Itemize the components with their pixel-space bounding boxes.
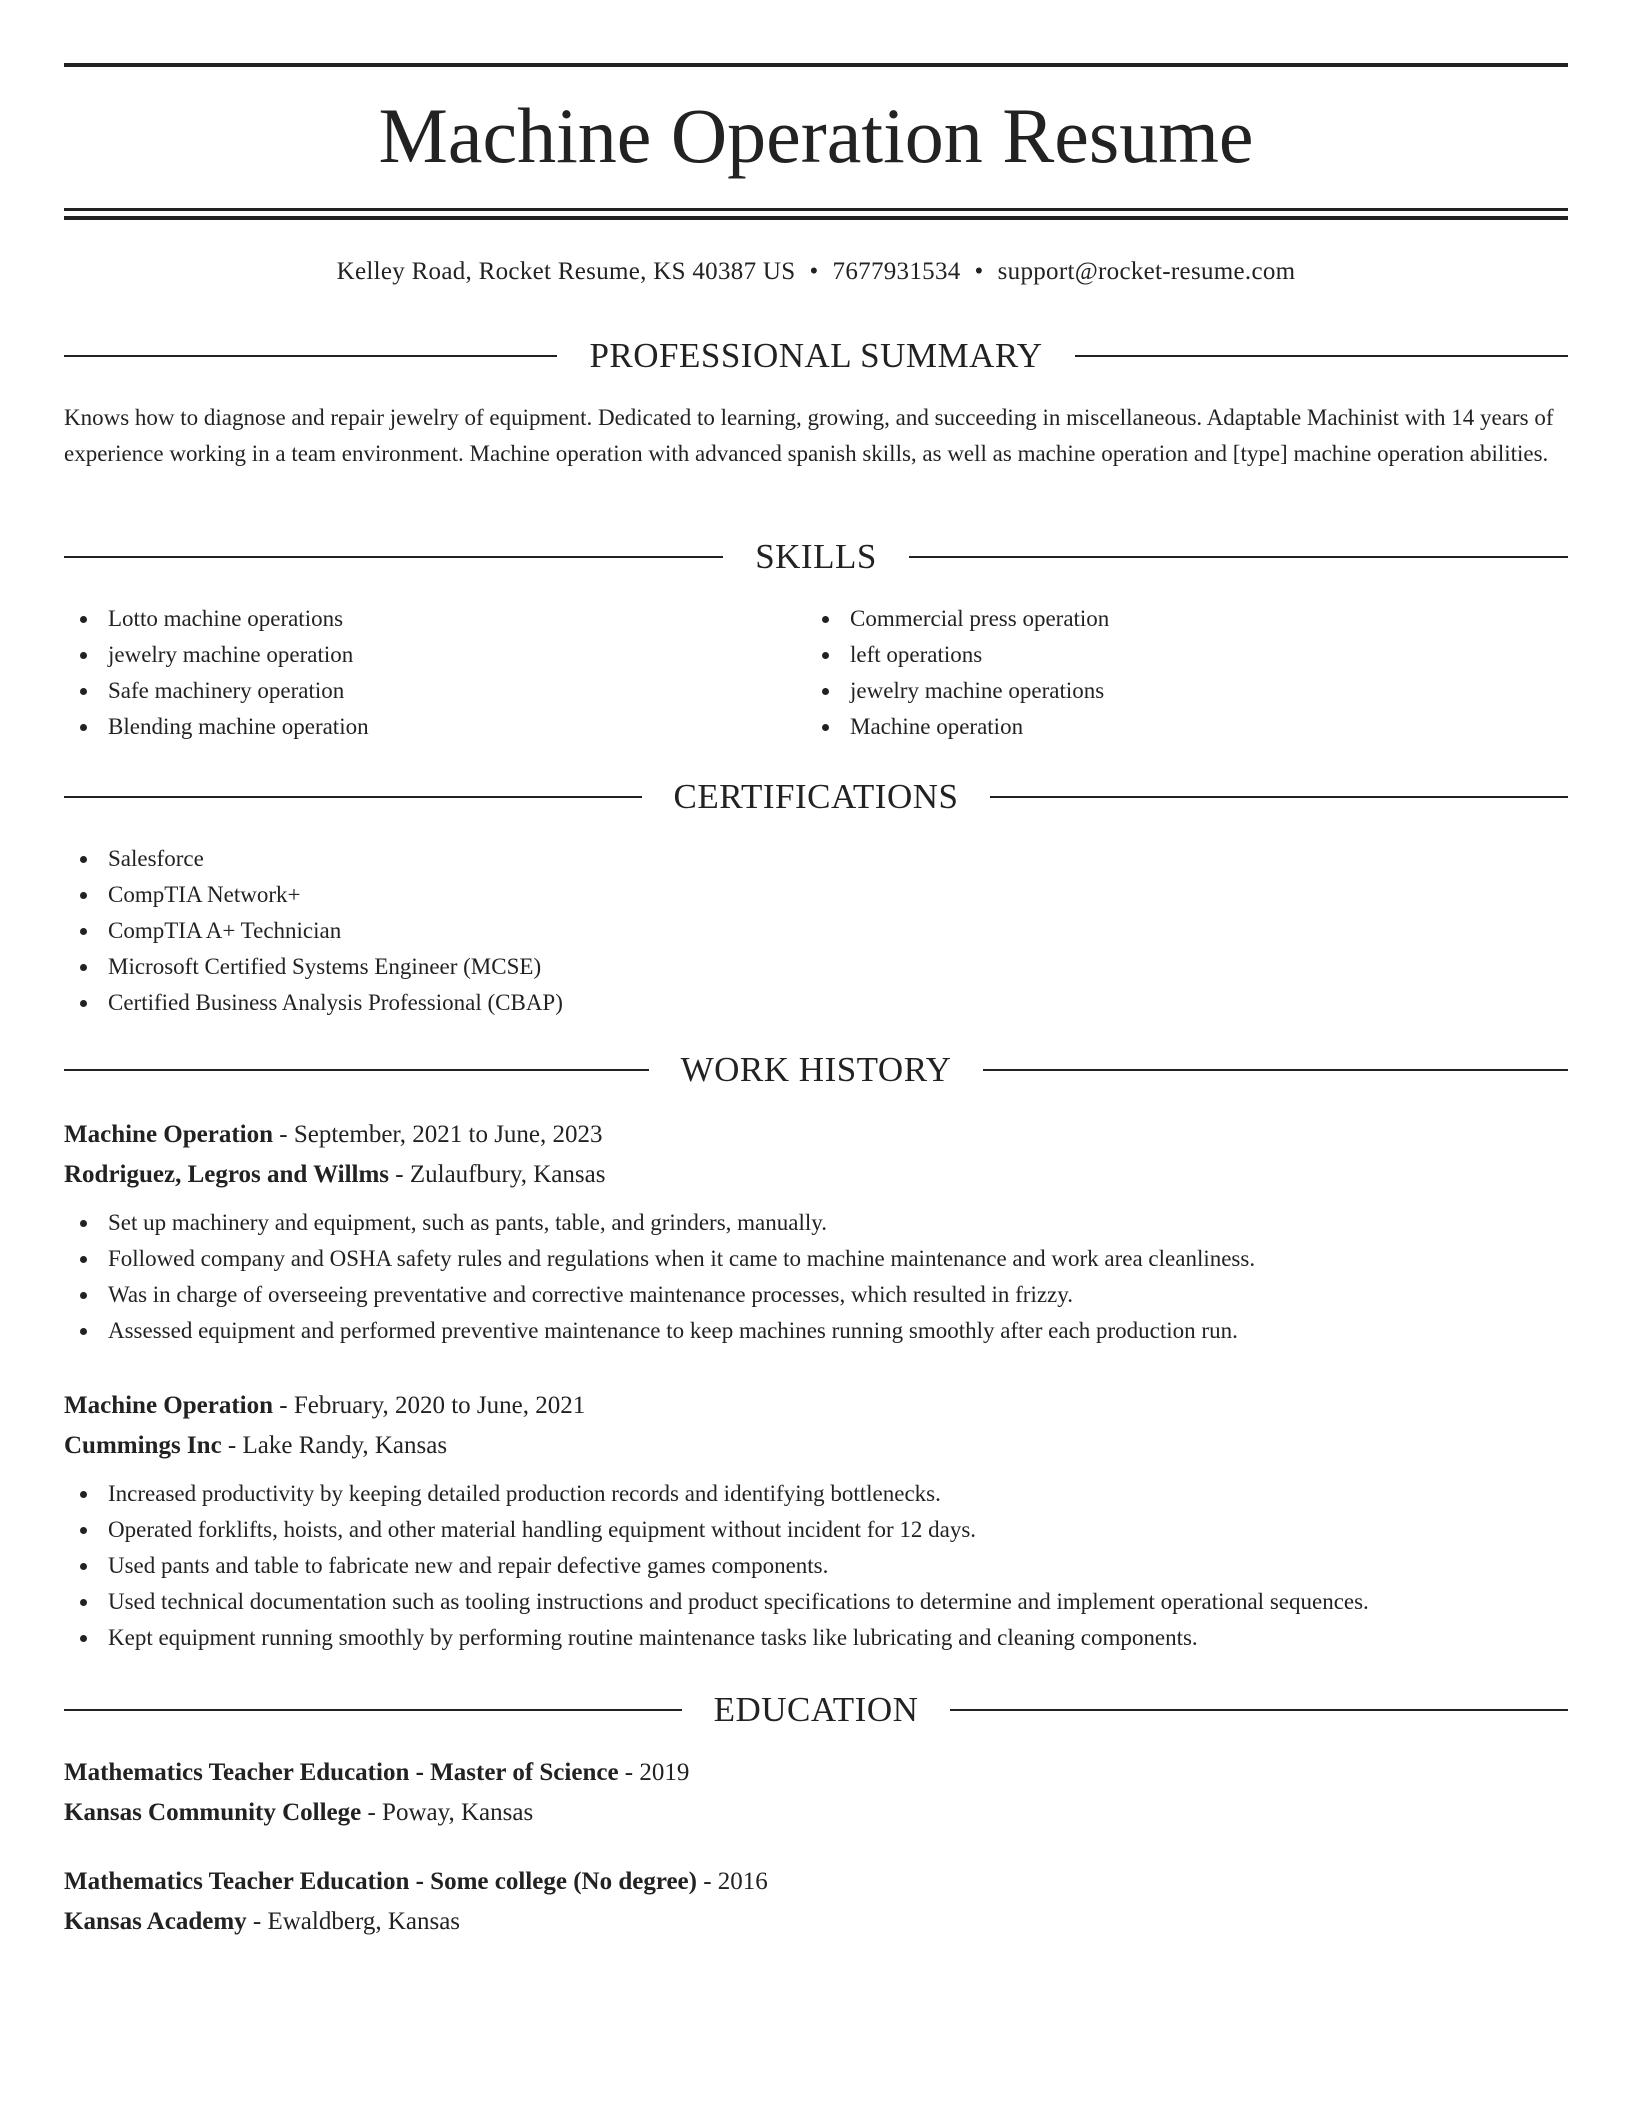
skill-item: Commercial press operation <box>806 601 1506 637</box>
heading-rule-right <box>990 796 1568 798</box>
contact-separator: • <box>974 258 984 285</box>
job-dates: - February, 2020 to June, 2021 <box>273 1392 586 1419</box>
job-duty: Operated forklifts, hoists, and other material handling equipment without incident for 12 days. <box>64 1512 1568 1548</box>
job-location: - Zulaufbury, Kansas <box>389 1161 606 1188</box>
job-company: Cummings Inc <box>64 1432 222 1459</box>
skills-list-right <box>806 601 1506 745</box>
job-duty: Was in charge of overseeing preventative and corrective maintenance processes, which resulted in frizzy. <box>64 1277 1568 1313</box>
heading-rule-right <box>983 1069 1568 1071</box>
job-duty: Followed company and OSHA safety rules and regulations when it came to machine maintenance and work area cleanliness. <box>64 1241 1568 1277</box>
job-entry <box>64 1115 1568 1349</box>
heading-rule-left <box>64 796 642 798</box>
education-degree: Mathematics Teacher Education - Master of Science <box>64 1759 619 1786</box>
education-entry <box>64 1862 1568 1942</box>
section-heading-certifications <box>64 777 1568 817</box>
education-school: Kansas Community College <box>64 1799 362 1826</box>
heading-rule-left <box>64 355 557 357</box>
job-title: Machine Operation <box>64 1121 274 1148</box>
section-title: WORK HISTORY <box>680 1050 952 1089</box>
section-heading-work-history <box>64 1050 1568 1090</box>
certification-item: CompTIA Network+ <box>64 877 1264 913</box>
certification-item: Microsoft Certified Systems Engineer (MCSE) <box>64 949 1264 985</box>
section-title: EDUCATION <box>713 1690 919 1729</box>
job-duty: Used technical documentation such as tooling instructions and product specifications to determine and implement operational sequences. <box>64 1584 1568 1620</box>
skill-item: Safe machinery operation <box>64 673 764 709</box>
skill-item: jewelry machine operation <box>64 637 764 673</box>
contact-phone: 7677931534 <box>832 258 961 285</box>
skill-item: Lotto machine operations <box>64 601 764 637</box>
heading-rule-left <box>64 556 723 558</box>
summary-text: Knows how to diagnose and repair jewelry of equipment. Dedicated to learning, growing, and succeeding in miscellaneous. Adaptable Machinist with 14 years of experience working in a team environment. Machine operation with advanced spanish skills, as well as machine operation and [type] machine operation abilities. <box>64 405 1554 466</box>
contact-separator: • <box>809 258 819 285</box>
contact-line <box>64 255 1568 289</box>
section-title: PROFESSIONAL SUMMARY <box>589 336 1043 375</box>
job-duty: Used pants and table to fabricate new and repair defective games components. <box>64 1548 1568 1584</box>
job-duty: Increased productivity by keeping detailed production records and identifying bottlenecks. <box>64 1476 1568 1512</box>
certification-item: Certified Business Analysis Professional (CBAP) <box>64 985 1264 1021</box>
heading-rule-right <box>909 556 1568 558</box>
job-dates: - September, 2021 to June, 2023 <box>273 1121 603 1148</box>
skill-item: Blending machine operation <box>64 709 764 745</box>
job-duties-list <box>64 1476 1568 1656</box>
job-duty: Set up machinery and equipment, such as pants, table, and grinders, manually. <box>64 1205 1568 1241</box>
education-location: - Poway, Kansas <box>361 1799 534 1826</box>
certifications-list <box>64 841 1264 1021</box>
education-degree: Mathematics Teacher Education - Some college (No degree) <box>64 1868 697 1895</box>
section-heading-summary <box>64 336 1568 376</box>
job-duties-list <box>64 1205 1568 1349</box>
title-rule-upper <box>64 208 1568 211</box>
education-school: Kansas Academy <box>64 1908 247 1935</box>
job-entry <box>64 1386 1568 1656</box>
education-entry <box>64 1753 1568 1833</box>
certification-item: Salesforce <box>64 841 1264 877</box>
job-company-line <box>64 1426 1568 1466</box>
heading-rule-right <box>1075 355 1568 357</box>
contact-address: Kelley Road, Rocket Resume, KS 40387 US <box>336 258 796 285</box>
education-degree-line <box>64 1753 1568 1793</box>
certification-item: CompTIA A+ Technician <box>64 913 1264 949</box>
resume-title: Machine Operation Resume <box>378 92 1254 179</box>
job-duty: Kept equipment running smoothly by performing routine maintenance tasks like lubricating and cleaning components. <box>64 1620 1568 1656</box>
job-location: - Lake Randy, Kansas <box>221 1432 448 1459</box>
heading-rule-left <box>64 1709 682 1711</box>
heading-rule-left <box>64 1069 649 1071</box>
job-title-line <box>64 1115 1568 1155</box>
education-degree-line <box>64 1862 1568 1902</box>
job-company: Rodriguez, Legros and Willms <box>64 1161 390 1188</box>
job-duty: Assessed equipment and performed preventive maintenance to keep machines running smoothly after each production run. <box>64 1313 1568 1349</box>
section-title: CERTIFICATIONS <box>673 777 959 816</box>
education-year: - 2016 <box>696 1868 768 1895</box>
job-company-line <box>64 1155 1568 1195</box>
education-location: - Ewaldberg, Kansas <box>246 1908 461 1935</box>
skill-item: left operations <box>806 637 1506 673</box>
top-rule <box>64 63 1568 67</box>
skill-item: Machine operation <box>806 709 1506 745</box>
education-school-line <box>64 1902 1568 1942</box>
title-rule-lower <box>64 216 1568 220</box>
job-title-line <box>64 1386 1568 1426</box>
heading-rule-right <box>950 1709 1568 1711</box>
education-year: - 2019 <box>618 1759 690 1786</box>
section-heading-skills <box>64 537 1568 577</box>
section-title: SKILLS <box>755 537 877 576</box>
section-heading-education <box>64 1690 1568 1730</box>
contact-email: support@rocket-resume.com <box>997 258 1296 285</box>
education-school-line <box>64 1793 1568 1833</box>
job-title: Machine Operation <box>64 1392 274 1419</box>
skill-item: jewelry machine operations <box>806 673 1506 709</box>
skills-list-left <box>64 601 764 745</box>
